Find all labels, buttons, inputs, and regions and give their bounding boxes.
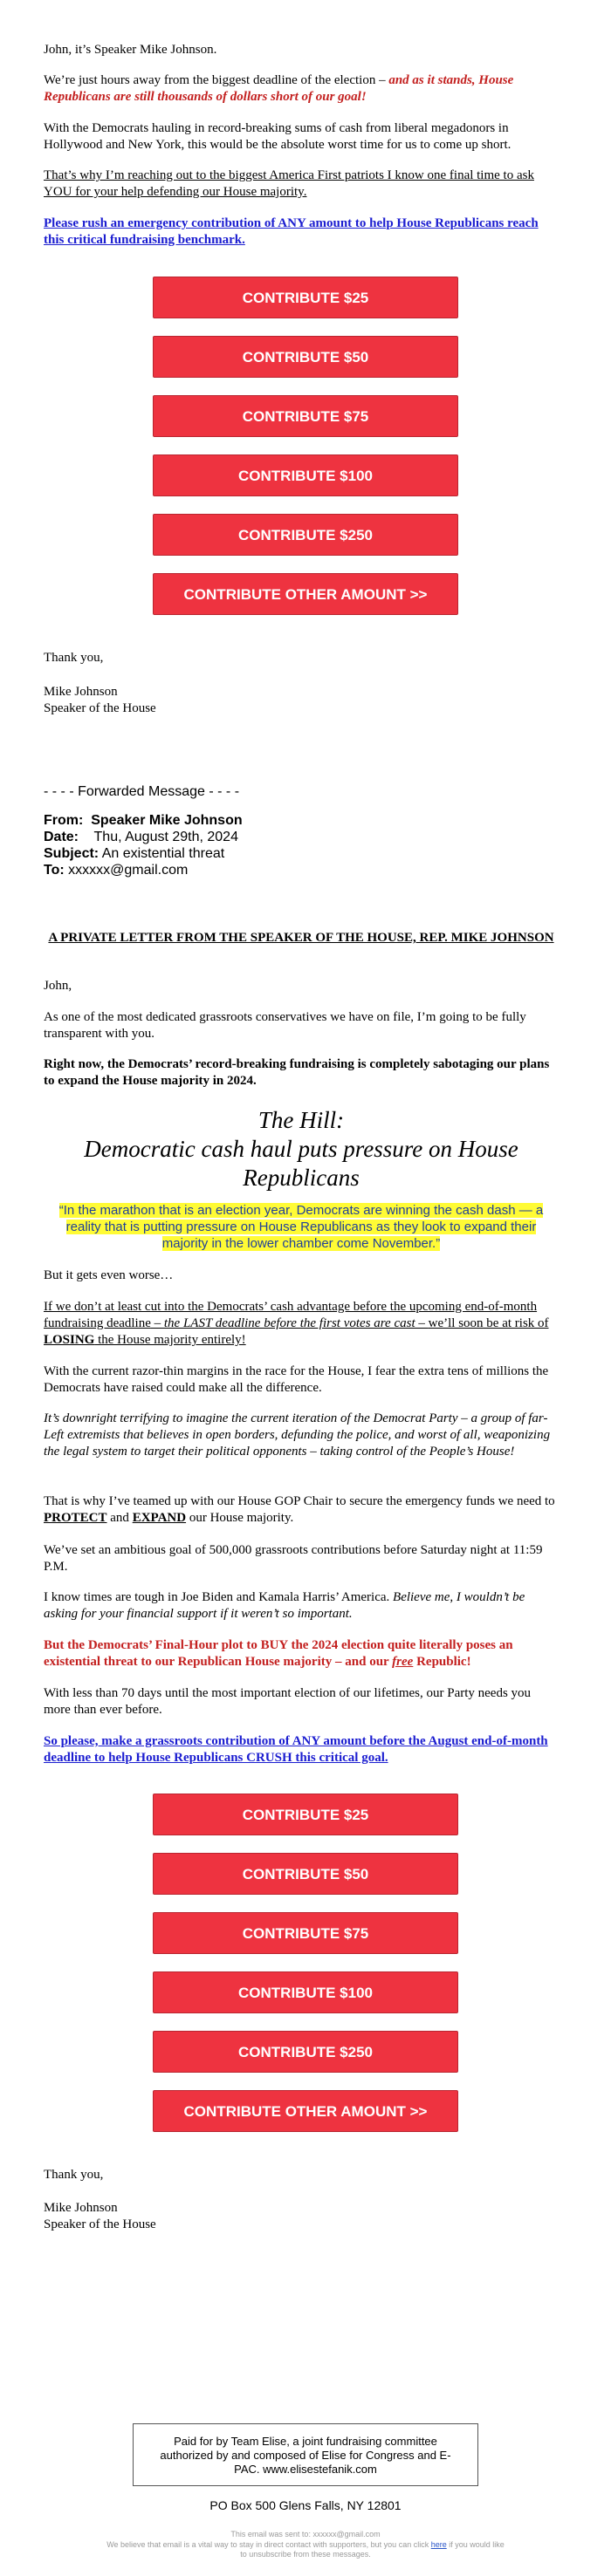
forwarded-from: From: Speaker Mike Johnson (44, 813, 243, 828)
intro-paragraph-deadline: We’re just hours away from the biggest deadline of the election – and as it stands, House Republicans are still thousands of dollars short of our goal! (44, 73, 514, 104)
contribute-50-button[interactable]: CONTRIBUTE $50 (153, 1853, 458, 1895)
signoff-name: Mike Johnson (44, 2201, 118, 2215)
forwarded-header: - - - - Forwarded Message - - - - (44, 784, 240, 799)
letter-paragraph-margins: With the current razor-thin margins in the race for the House, I fear the extra tens of millions the Democrats have raised could make all the difference. (44, 1364, 549, 1395)
unsubscribe-notice: We believe that email is a vital way to stay in direct contact with supporters, but you can click here if you would like to unsubscribe from these messages. (106, 2540, 505, 2559)
news-quote: “In the marathon that is an election year, Democrats are winning the cash dash — a reality that is putting pressure on House Republicans as they look to expand their majority in the lower chamber come November.” (58, 1203, 544, 1251)
intro-paragraph-ask: That’s why I’m reaching out to the biggest America First patriots I know one final time to ask YOU for your help defending our House majority. (44, 168, 534, 199)
contribute-75-button[interactable]: CONTRIBUTE $75 (153, 1912, 458, 1954)
letter-paragraph-worse: But it gets even worse… (44, 1268, 174, 1282)
sent-to-notice: This email was sent to: xxxxxx@gmail.com (230, 2530, 381, 2538)
letter-paragraph-deadline: If we don’t at least cut into the Democrats’ cash advantage before the upcoming end-of-month fundraising deadline – the LAST deadline before the first votes are cast – we’ll soon be at risk of LOSING the House majority entirely! (44, 1300, 549, 1347)
contribute-50-button[interactable]: CONTRIBUTE $50 (153, 336, 458, 378)
letter-heading: A PRIVATE LETTER FROM THE SPEAKER OF THE HOUSE, REP. MIKE JOHNSON (48, 931, 554, 945)
forwarded-date: Date: Thu, August 29th, 2024 (44, 830, 238, 844)
forwarded-meta (44, 812, 559, 878)
contribute-100-button[interactable]: CONTRIBUTE $100 (153, 1971, 458, 2013)
news-source: The Hill: (257, 1107, 345, 1133)
contribution-link-top[interactable]: Please rush an emergency contribution of ANY amount to help House Republicans reach this critical fundraising benchmark. (44, 216, 539, 247)
letter-paragraph-transparent: As one of the most dedicated grassroots conservatives we have on file, I’m going to be fully transparent with you. (44, 1010, 526, 1041)
mailing-address: PO Box 500 Glens Falls, NY 12801 (209, 2498, 402, 2512)
unsubscribe-link[interactable]: here (430, 2540, 447, 2549)
forwarded-to: To: xxxxxx@gmail.com (44, 863, 189, 878)
news-headline: Democratic cash haul puts pressure on House Republicans (84, 1136, 518, 1191)
letter-paragraph-goal: We’ve set an ambitious goal of 500,000 grassroots contributions before Saturday night at 11:59 P.M. (44, 1543, 543, 1574)
paid-for-disclaimer (133, 2423, 478, 2486)
letter-paragraph-tough-times: I know times are tough in Joe Biden and Kamala Harris’ America. Believe me, I wouldn’t be asking for your financial support if it weren’t so important. (44, 1590, 525, 1621)
paid-for-text: Paid for by Team Elise, a joint fundraising committee authorized by and composed of Elise for Congress and E-PAC. www.elisestefanik.com (160, 2435, 451, 2476)
contribution-link-bottom[interactable]: So please, make a grassroots contribution of ANY amount before the August end-of-month deadline to help House Republicans CRUSH this critical goal. (44, 1734, 548, 1765)
signoff-thanks: Thank you, (44, 2168, 104, 2182)
letter-salutation: John, (44, 979, 72, 993)
contribute-other-amount-button[interactable]: CONTRIBUTE OTHER AMOUNT >> (153, 2090, 458, 2132)
contribute-250-button[interactable]: CONTRIBUTE $250 (153, 2031, 458, 2073)
letter-paragraph-sabotaging: Right now, the Democrats’ record-breaking fundraising is completely sabotaging our plans to expand the House majority in 2024. (44, 1057, 550, 1088)
signoff-name: Mike Johnson (44, 685, 118, 699)
intro-paragraph-democrats: With the Democrats hauling in record-breaking sums of cash from liberal megadonors in Hollywood and New York, this would be the absolute worst time for us to come up short. (44, 121, 511, 152)
letter-paragraph-70-days: With less than 70 days until the most important election of our lifetimes, our Party needs you more than ever before. (44, 1686, 532, 1717)
letter-paragraph-final-hour: But the Democrats’ Final-Hour plot to BUY the 2024 election quite literally poses an existential threat to our Republican House majority – and our free Republic! (44, 1638, 513, 1669)
greeting: John, it’s Speaker Mike Johnson. (44, 43, 217, 57)
signoff-title: Speaker of the House (44, 2217, 156, 2231)
contribute-100-button[interactable]: CONTRIBUTE $100 (153, 454, 458, 496)
news-headline-block (44, 1106, 559, 1192)
contribute-75-button[interactable]: CONTRIBUTE $75 (153, 395, 458, 437)
letter-paragraph-gop-chair: That is why I’ve teamed up with our House GOP Chair to secure the emergency funds we need to PROTECT and EXPAND our House majority. (44, 1494, 555, 1525)
contribute-25-button[interactable]: CONTRIBUTE $25 (153, 277, 458, 318)
signoff-title: Speaker of the House (44, 701, 156, 715)
signoff-thanks: Thank you, (44, 651, 104, 665)
contribute-other-amount-button[interactable]: CONTRIBUTE OTHER AMOUNT >> (153, 573, 458, 615)
letter-paragraph-terrifying: It’s downright terrifying to imagine the current iteration of the Democrat Party – a group of far-Left extremists that believes in open borders, defunding the police, and worst of all, weaponizing the legal system to target their political opponents – taking control of the People’s House! (44, 1411, 551, 1459)
contribute-250-button[interactable]: CONTRIBUTE $250 (153, 514, 458, 556)
contribute-25-button[interactable]: CONTRIBUTE $25 (153, 1794, 458, 1835)
forwarded-subject: Subject: An existential threat (44, 846, 225, 861)
